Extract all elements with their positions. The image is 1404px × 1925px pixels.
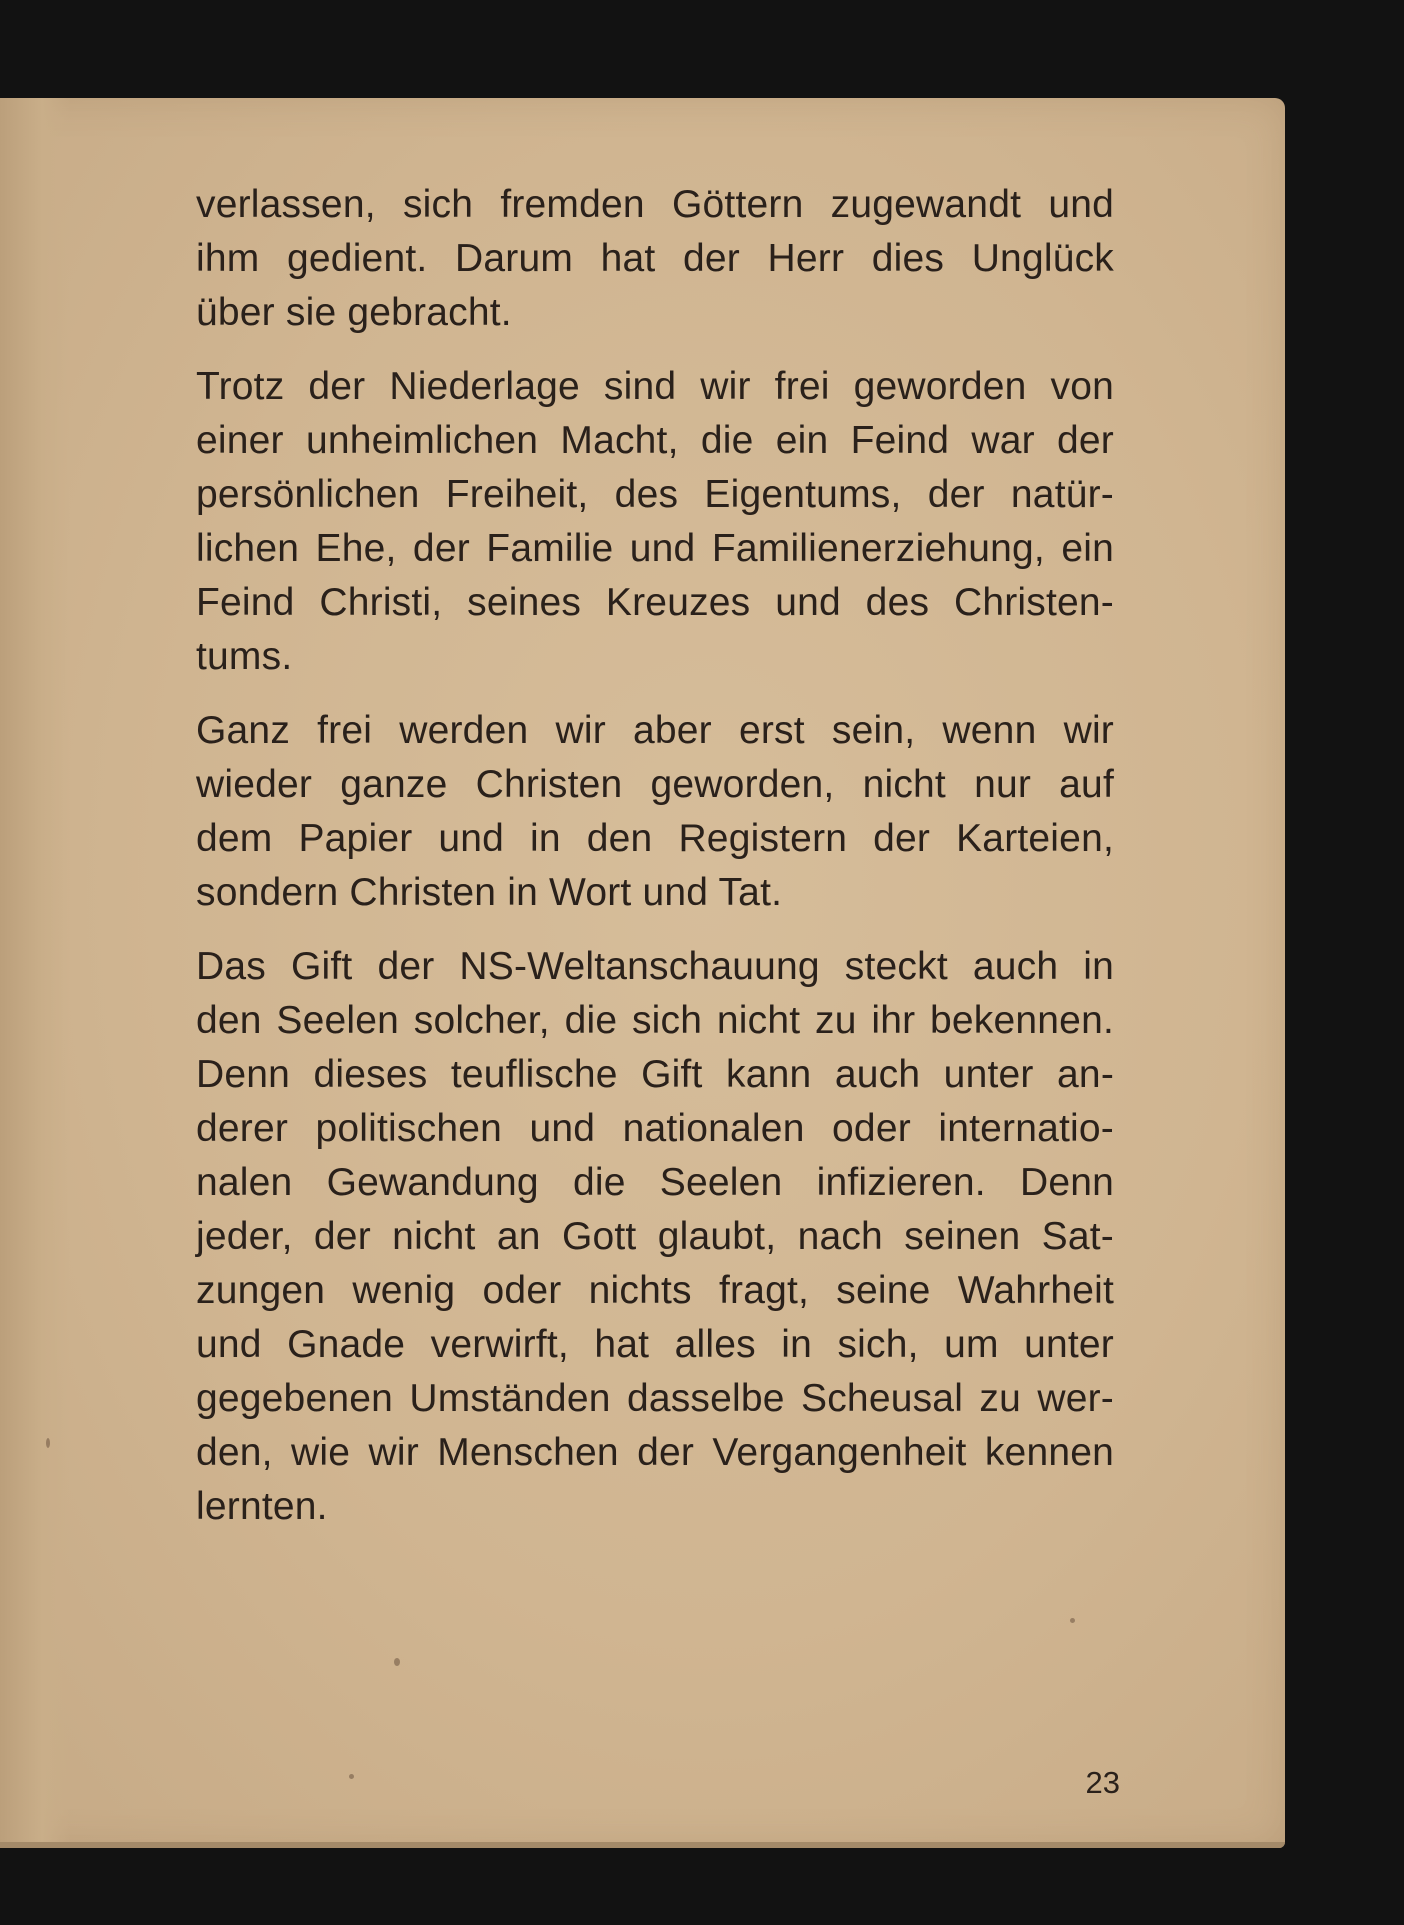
text-line: jeder, der nicht an Gott glaubt, nach seinen Sat- <box>196 1215 1114 1258</box>
text-line: verlassen, sich fremden Göttern zugewandt und <box>196 183 1114 226</box>
page-number: 23 <box>1085 1765 1120 1800</box>
text-line: tums. <box>196 635 293 678</box>
text-line: gegebenen Umständen dasselbe Scheusal zu wer- <box>196 1377 1114 1420</box>
paper-speck <box>1070 1618 1075 1623</box>
paper-speck <box>394 1658 400 1666</box>
text-line: einer unheimlichen Macht, die ein Feind war der <box>196 419 1114 462</box>
text-line: Das Gift der NS-Weltanschauung steckt auch in <box>196 945 1114 988</box>
text-line: persönlichen Freiheit, des Eigentums, der natür- <box>196 473 1114 516</box>
text-line: und Gnade verwirft, hat alles in sich, um unter <box>196 1323 1114 1366</box>
text-line: wieder ganze Christen geworden, nicht nur auf <box>196 763 1114 806</box>
text-line: den, wie wir Menschen der Vergangenheit kennen <box>196 1431 1114 1474</box>
paper-speck <box>349 1774 354 1779</box>
text-line: zungen wenig oder nichts fragt, seine Wahrheit <box>196 1269 1114 1312</box>
text-line: derer politischen und nationalen oder internatio- <box>196 1107 1114 1150</box>
text-line: Feind Christi, seines Kreuzes und des Christen- <box>196 581 1114 624</box>
text-line: Trotz der Niederlage sind wir frei geworden von <box>196 365 1114 408</box>
text-line: ihm gedient. Darum hat der Herr dies Unglück <box>196 237 1114 280</box>
paragraph-4 <box>196 940 1114 1534</box>
text-line: lernten. <box>196 1485 328 1528</box>
text-line: dem Papier und in den Registern der Karteien, <box>196 817 1114 860</box>
page-bottom-edge <box>0 1842 1285 1848</box>
paper-speck <box>46 1438 50 1448</box>
page-gutter-shadow <box>0 98 70 1848</box>
text-line: den Seelen solcher, die sich nicht zu ihr bekennen. <box>196 999 1114 1042</box>
text-line: über sie gebracht. <box>196 291 512 334</box>
text-line: Denn dieses teuflische Gift kann auch unter an- <box>196 1053 1114 1096</box>
text-line: sondern Christen in Wort und Tat. <box>196 871 783 914</box>
paragraph-1 <box>196 178 1114 340</box>
body-text <box>196 178 1114 1554</box>
text-line: lichen Ehe, der Familie und Familienerziehung, ein <box>196 527 1114 570</box>
paragraph-2 <box>196 360 1114 684</box>
text-line: Ganz frei werden wir aber erst sein, wenn wir <box>196 709 1114 752</box>
text-line: nalen Gewandung die Seelen infizieren. Denn <box>196 1161 1114 1204</box>
paragraph-3 <box>196 704 1114 920</box>
